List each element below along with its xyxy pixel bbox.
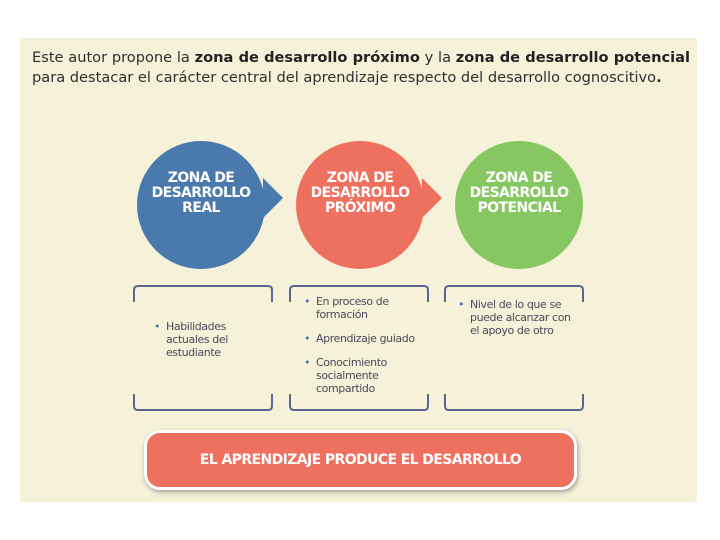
list-item: • Conocimiento socialmente compartido — [302, 356, 417, 395]
intro-text-1: Este autor propone la — [32, 49, 195, 66]
intro-period: . — [656, 69, 662, 86]
slide — [20, 38, 697, 502]
list-item: • Nivel de lo que se puede alcanzar con el apoyo de otro — [456, 298, 576, 337]
list-item: • Habilidades actuales del estudiante — [152, 320, 257, 359]
zone-potencial-circle — [455, 141, 583, 269]
zone-potencial-label: ZONA DE DESARROLLO POTENCIAL — [469, 169, 569, 216]
intro-text-2: y la — [419, 49, 456, 66]
list-item: • Aprendizaje guiado — [302, 332, 417, 345]
conclusion-text: EL APRENDIZAJE PRODUCE EL DESARROLLO — [199, 452, 522, 468]
real-detail-list — [152, 320, 257, 370]
zone-real-label: ZONA DE DESARROLLO REAL — [151, 169, 251, 216]
proximo-detail-list — [302, 295, 417, 406]
zone-real-circle — [137, 141, 265, 269]
list-item: • En proceso de formación — [302, 295, 417, 321]
intro-text-3: para destacar el carácter central del aprendizaje respecto del desarrollo cognoscitivo — [32, 69, 657, 86]
arrow-right-icon — [263, 178, 283, 218]
arrow-right-icon — [422, 178, 442, 218]
potencial-detail-list — [456, 298, 576, 348]
zone-proximo-label: ZONA DE DESARROLLO PRÓXIMO — [310, 169, 410, 216]
intro-term-proximo: zona de desarrollo próximo — [194, 49, 420, 66]
intro-term-potencial: zona de desarrollo potencial — [455, 49, 690, 66]
intro-paragraph — [32, 48, 690, 88]
conclusion-banner — [144, 430, 577, 490]
zone-proximo-circle — [296, 141, 424, 269]
